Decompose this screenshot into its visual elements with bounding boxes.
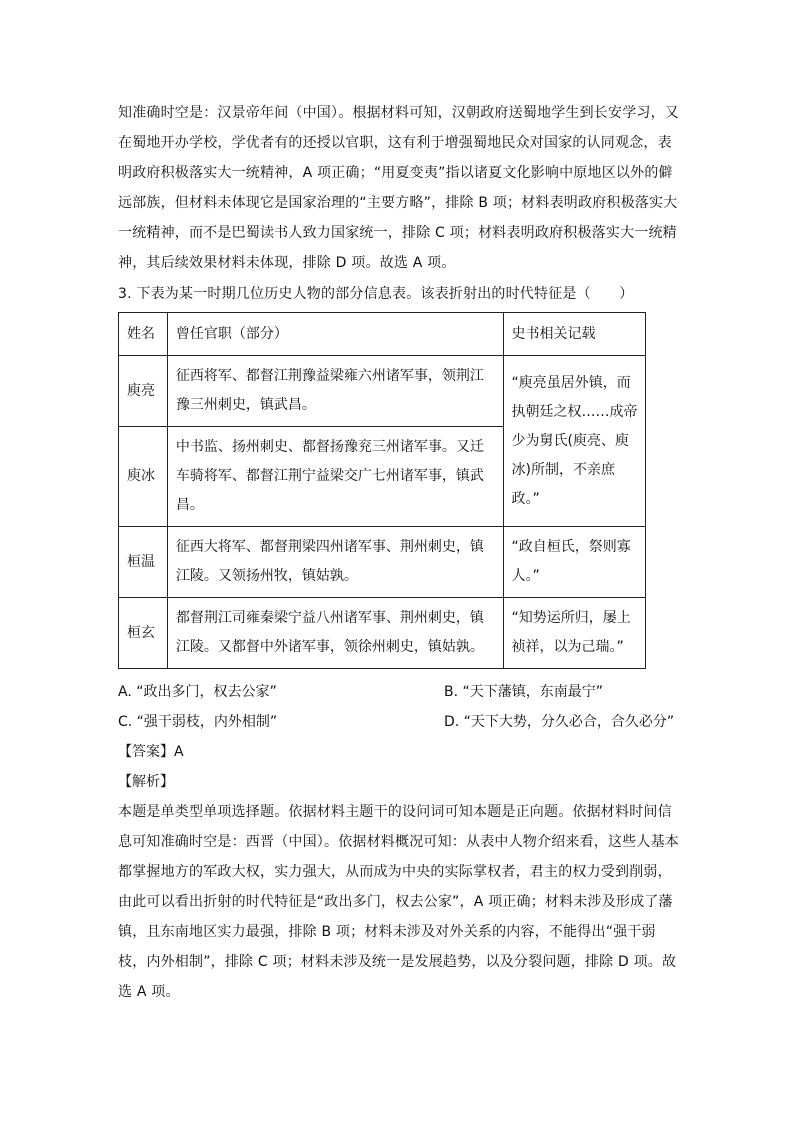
person-posts bbox=[167, 598, 503, 669]
person-name: 庾亮 bbox=[119, 356, 168, 427]
record-line: “政自桓氏，祭则寡 bbox=[511, 539, 631, 555]
person-posts bbox=[167, 427, 503, 527]
posts-line: 征西将军、都督江荆豫益梁雍六州诸军事，领荆江 bbox=[175, 368, 484, 384]
options-row bbox=[118, 707, 678, 737]
posts-line: 江陵。又都督中外诸军事，领徐州刺史，镇姑孰。 bbox=[175, 639, 484, 655]
option-b: B. “天下藩镇，东南最宁” bbox=[444, 684, 604, 700]
text-line: 在蜀地开办学校，学优者有的还授以官职，这有利于增强蜀地民众对国家的认同观念，表 bbox=[118, 135, 672, 151]
text-line: 远部族，但材料未体现它是国家治理的“主要方略”，排除 B 项；材料表明政府积极落实大 bbox=[118, 195, 678, 211]
record-line: 冰)所制，不亲庶 bbox=[511, 461, 616, 478]
record-line: “知势运所归，屡上 bbox=[511, 610, 631, 626]
header-posts: 曾任官职（部分） bbox=[167, 313, 503, 356]
intro-paragraph bbox=[118, 98, 678, 278]
record-line: “庾亮虽居外镇，而 bbox=[511, 374, 631, 391]
posts-line: 江陵。又领扬州牧，镇姑孰。 bbox=[175, 568, 358, 584]
table-row bbox=[119, 527, 646, 598]
answer-label: 【答案】A bbox=[118, 744, 184, 760]
text-line: 神，其后续效果材料未体现，排除 D 项。故选 A 项。 bbox=[118, 255, 456, 271]
text-line: 由此可以看出折射的时代特征是“政出多门，权去公家”，A 项正确；材料未涉及形成了藩 bbox=[118, 894, 673, 910]
option-d: D. “天下大势，分久必合，合久必分” bbox=[444, 714, 675, 730]
option-c: C. “强干弱枝，内外相制” bbox=[118, 714, 278, 730]
record-line: 少为舅氏(庾亮、庾 bbox=[511, 432, 630, 449]
person-posts bbox=[167, 527, 503, 598]
record-cell bbox=[503, 598, 645, 669]
text-line: 息可知准确时空是：西晋（中国）。依据材料概况可知：从表中人物介绍来看，这些人基本 bbox=[118, 834, 679, 850]
analysis-paragraph bbox=[118, 797, 678, 1007]
posts-line: 豫三州刺史，镇武昌。 bbox=[175, 397, 316, 413]
text-line: 都掌握地方的军政大权，实力强大，从而成为中央的实际掌权者，君主的权力受到削弱， bbox=[118, 864, 672, 880]
posts-line: 车骑将军、都督江荆宁益梁交广七州诸军事，镇武 bbox=[175, 468, 484, 484]
person-name: 桓温 bbox=[119, 527, 168, 598]
header-records: 史书相关记载 bbox=[503, 313, 645, 356]
document-page bbox=[118, 98, 678, 1007]
info-table bbox=[118, 312, 646, 669]
options-row bbox=[118, 677, 678, 707]
answer-options bbox=[118, 677, 678, 737]
person-name: 庾冰 bbox=[119, 427, 168, 527]
person-posts bbox=[167, 356, 503, 427]
text-line: 明政府积极落实大一统精神，A 项正确；“用夏变夷”指以诸夏文化影响中原地区以外的僻 bbox=[118, 165, 673, 181]
text-line: 一统精神，而不是巴蜀读书人致力国家统一，排除 C 项；材料表明政府积极落实大一统精 bbox=[118, 225, 677, 241]
header-name: 姓名 bbox=[119, 313, 168, 356]
person-name: 桓玄 bbox=[119, 598, 168, 669]
option-a: A. “政出多门，权去公家” bbox=[118, 684, 277, 700]
record-line: 政。” bbox=[511, 490, 540, 507]
posts-line: 征西大将军、都督荆梁四州诸军事、荆州刺史，镇 bbox=[175, 539, 484, 555]
table-row bbox=[119, 356, 646, 427]
record-cell bbox=[503, 356, 645, 527]
text-line: 选 A 项。 bbox=[118, 984, 180, 1000]
table-header-row bbox=[119, 313, 646, 356]
record-line: 祯祥，以为己瑞。” bbox=[511, 639, 624, 655]
text-line: 枝，内外相制”，排除 C 项；材料未涉及统一是发展趋势，以及分裂问题，排除 D 项。故 bbox=[118, 954, 677, 970]
text-line: 镇，且东南地区实力最强，排除 B 项；材料未涉及对外关系的内容，不能得出“强干弱 bbox=[118, 924, 656, 940]
record-line: 执朝廷之权……成帝 bbox=[511, 403, 638, 420]
text-line: 知准确时空是：汉景帝年间（中国）。根据材料可知，汉朝政府送蜀地学生到长安学习，又 bbox=[118, 105, 679, 121]
question-stem: 3. 下表为某一时期几位历史人物的部分信息表。该表折射出的时代特征是（ ） bbox=[118, 286, 634, 302]
posts-line: 都督荆江司雍秦梁宁益八州诸军事、荆州刺史，镇 bbox=[175, 610, 484, 626]
text-line: 本题是单类型单项选择题。依据材料主题干的设问词可知本题是正向题。依据材料时间信 bbox=[118, 804, 672, 820]
posts-line: 中书监、扬州刺史、都督扬豫兖三州诸军事。又迁 bbox=[175, 439, 484, 455]
table-row bbox=[119, 598, 646, 669]
posts-line: 昌。 bbox=[175, 497, 204, 513]
record-cell bbox=[503, 527, 645, 598]
analysis-label: 【解析】 bbox=[118, 774, 174, 790]
record-line: 人。” bbox=[511, 568, 540, 584]
